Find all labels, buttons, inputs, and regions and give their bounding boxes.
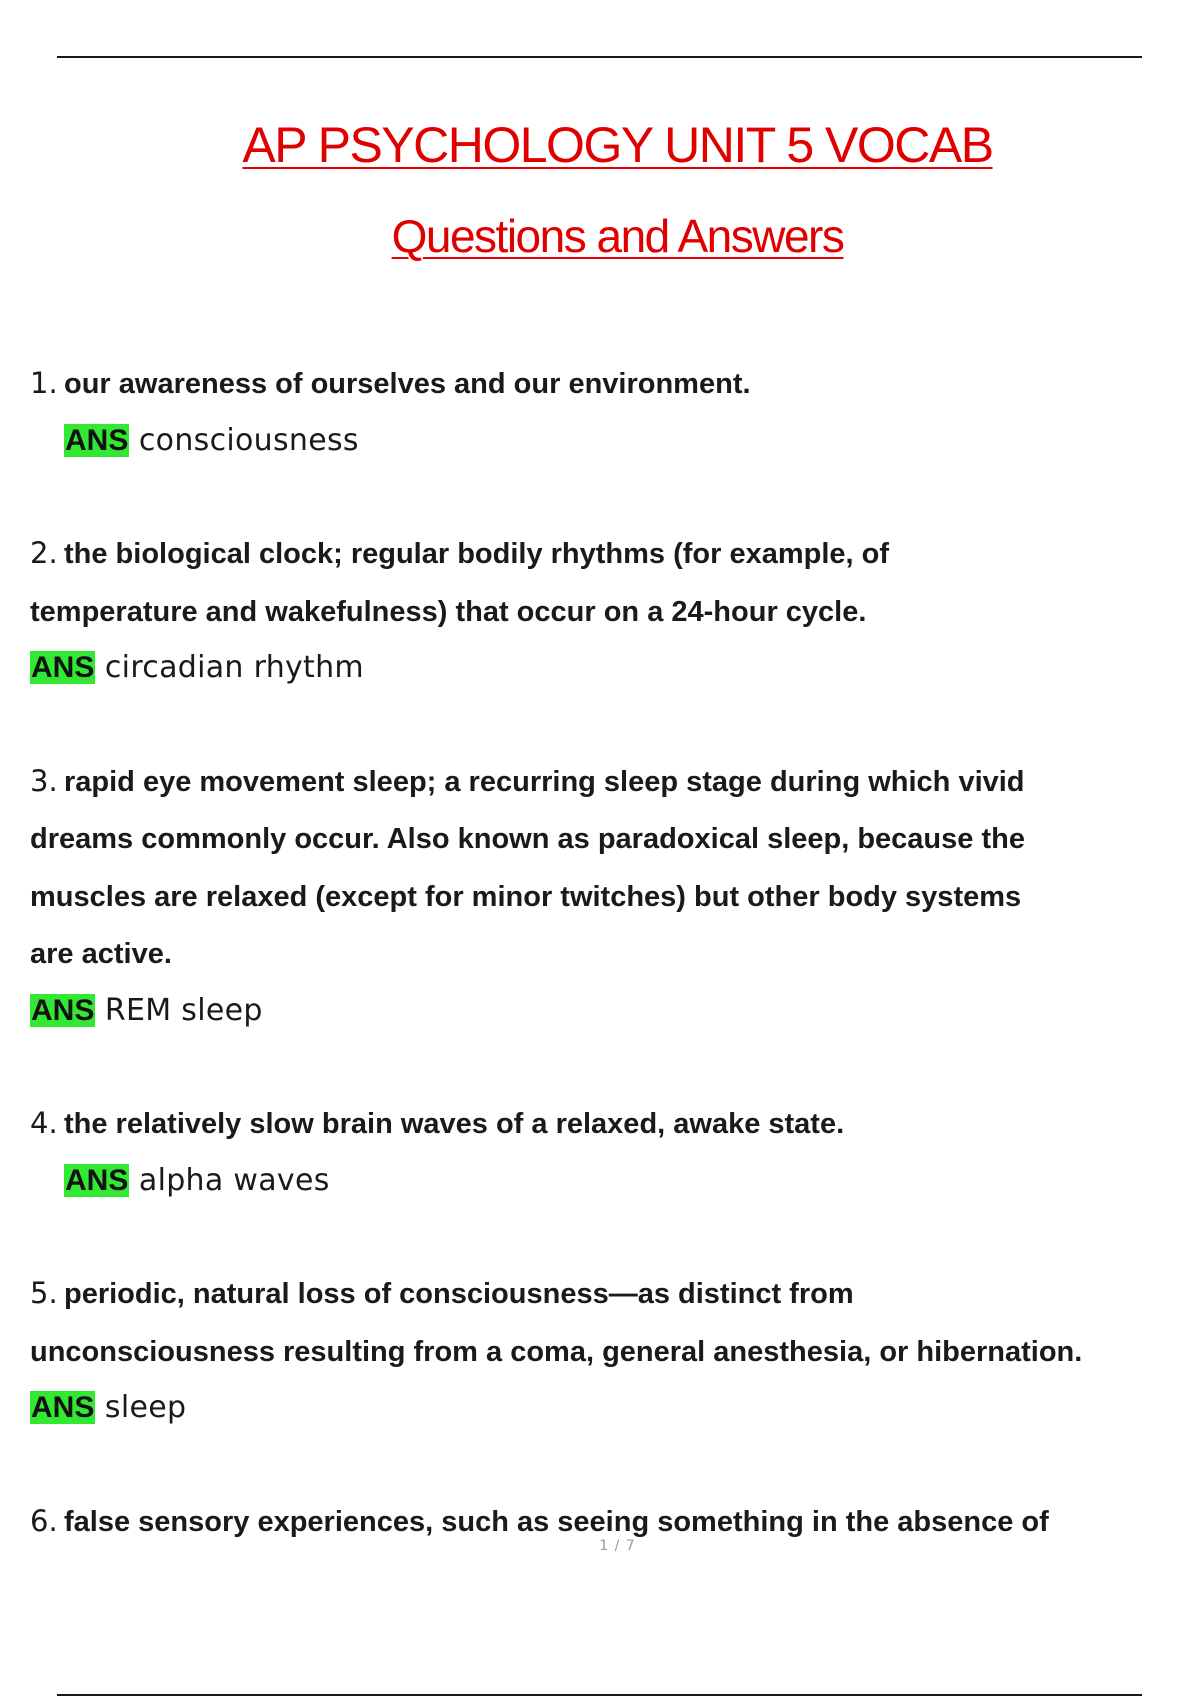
ans-label: ANS	[65, 1163, 129, 1197]
page-indicator: 1 / 7	[599, 1538, 636, 1554]
answer-text: alpha waves	[138, 1162, 330, 1198]
question-text: the biological clock; regular bodily rhythms (for example, of	[64, 538, 890, 570]
question-number: 6.	[30, 1503, 58, 1538]
question-5	[30, 1265, 1200, 1380]
answer-4	[30, 1153, 1200, 1210]
question-number: 4.	[30, 1106, 58, 1140]
ans-label: ANS	[31, 993, 95, 1027]
question-4	[30, 1095, 1200, 1153]
question-item-3	[30, 753, 1200, 1040]
answer-5	[30, 1380, 1200, 1437]
question-text: are active.	[30, 938, 172, 970]
question-text: rapid eye movement sleep; a recurring sleep stage during which vivid	[64, 765, 1025, 798]
question-item-1	[30, 355, 1200, 469]
question-text: false sensory experiences, such as seeing something in the absence of	[64, 1505, 1049, 1538]
question-text: dreams commonly occur. Also known as paradoxical sleep, because the	[30, 823, 1025, 855]
question-item-4	[30, 1095, 1200, 1209]
answer-text: REM sleep	[104, 992, 263, 1028]
answer-1	[30, 413, 1200, 470]
question-number: 2.	[30, 536, 58, 570]
ans-label: ANS	[65, 423, 129, 457]
question-item-5	[30, 1265, 1200, 1437]
question-number: 5.	[30, 1276, 58, 1310]
question-number: 3.	[30, 763, 58, 798]
question-number: 1.	[30, 366, 58, 400]
question-2	[30, 525, 1200, 640]
question-1	[30, 355, 1200, 413]
question-3	[30, 753, 1200, 983]
question-text: unconsciousness resulting from a coma, general anesthesia, or hibernation.	[30, 1335, 1083, 1368]
answer-3	[30, 983, 1200, 1040]
ans-label: ANS	[31, 651, 95, 684]
bottom-rule	[57, 1694, 1142, 1696]
top-rule	[57, 56, 1142, 58]
answer-text: consciousness	[138, 422, 359, 458]
question-list	[30, 355, 1200, 1606]
question-text: muscles are relaxed (except for minor twitches) but other body systems	[30, 880, 1022, 913]
ans-label: ANS	[31, 1391, 95, 1424]
document-subtitle: Questions and Answers	[391, 210, 844, 262]
question-text: periodic, natural loss of consciousness—as distinct from	[64, 1278, 854, 1310]
document-title: AP PSYCHOLOGY UNIT 5 VOCAB	[242, 117, 993, 173]
question-item-2	[30, 525, 1200, 697]
answer-text: sleep	[104, 1390, 187, 1425]
question-text: the relatively slow brain waves of a relaxed, awake state.	[64, 1108, 845, 1140]
question-text: temperature and wakefulness) that occur on a 24-hour cycle.	[30, 595, 867, 628]
question-text: our awareness of ourselves and our environment.	[64, 368, 751, 400]
answer-2	[30, 640, 1200, 697]
answer-text: circadian rhythm	[104, 650, 364, 685]
